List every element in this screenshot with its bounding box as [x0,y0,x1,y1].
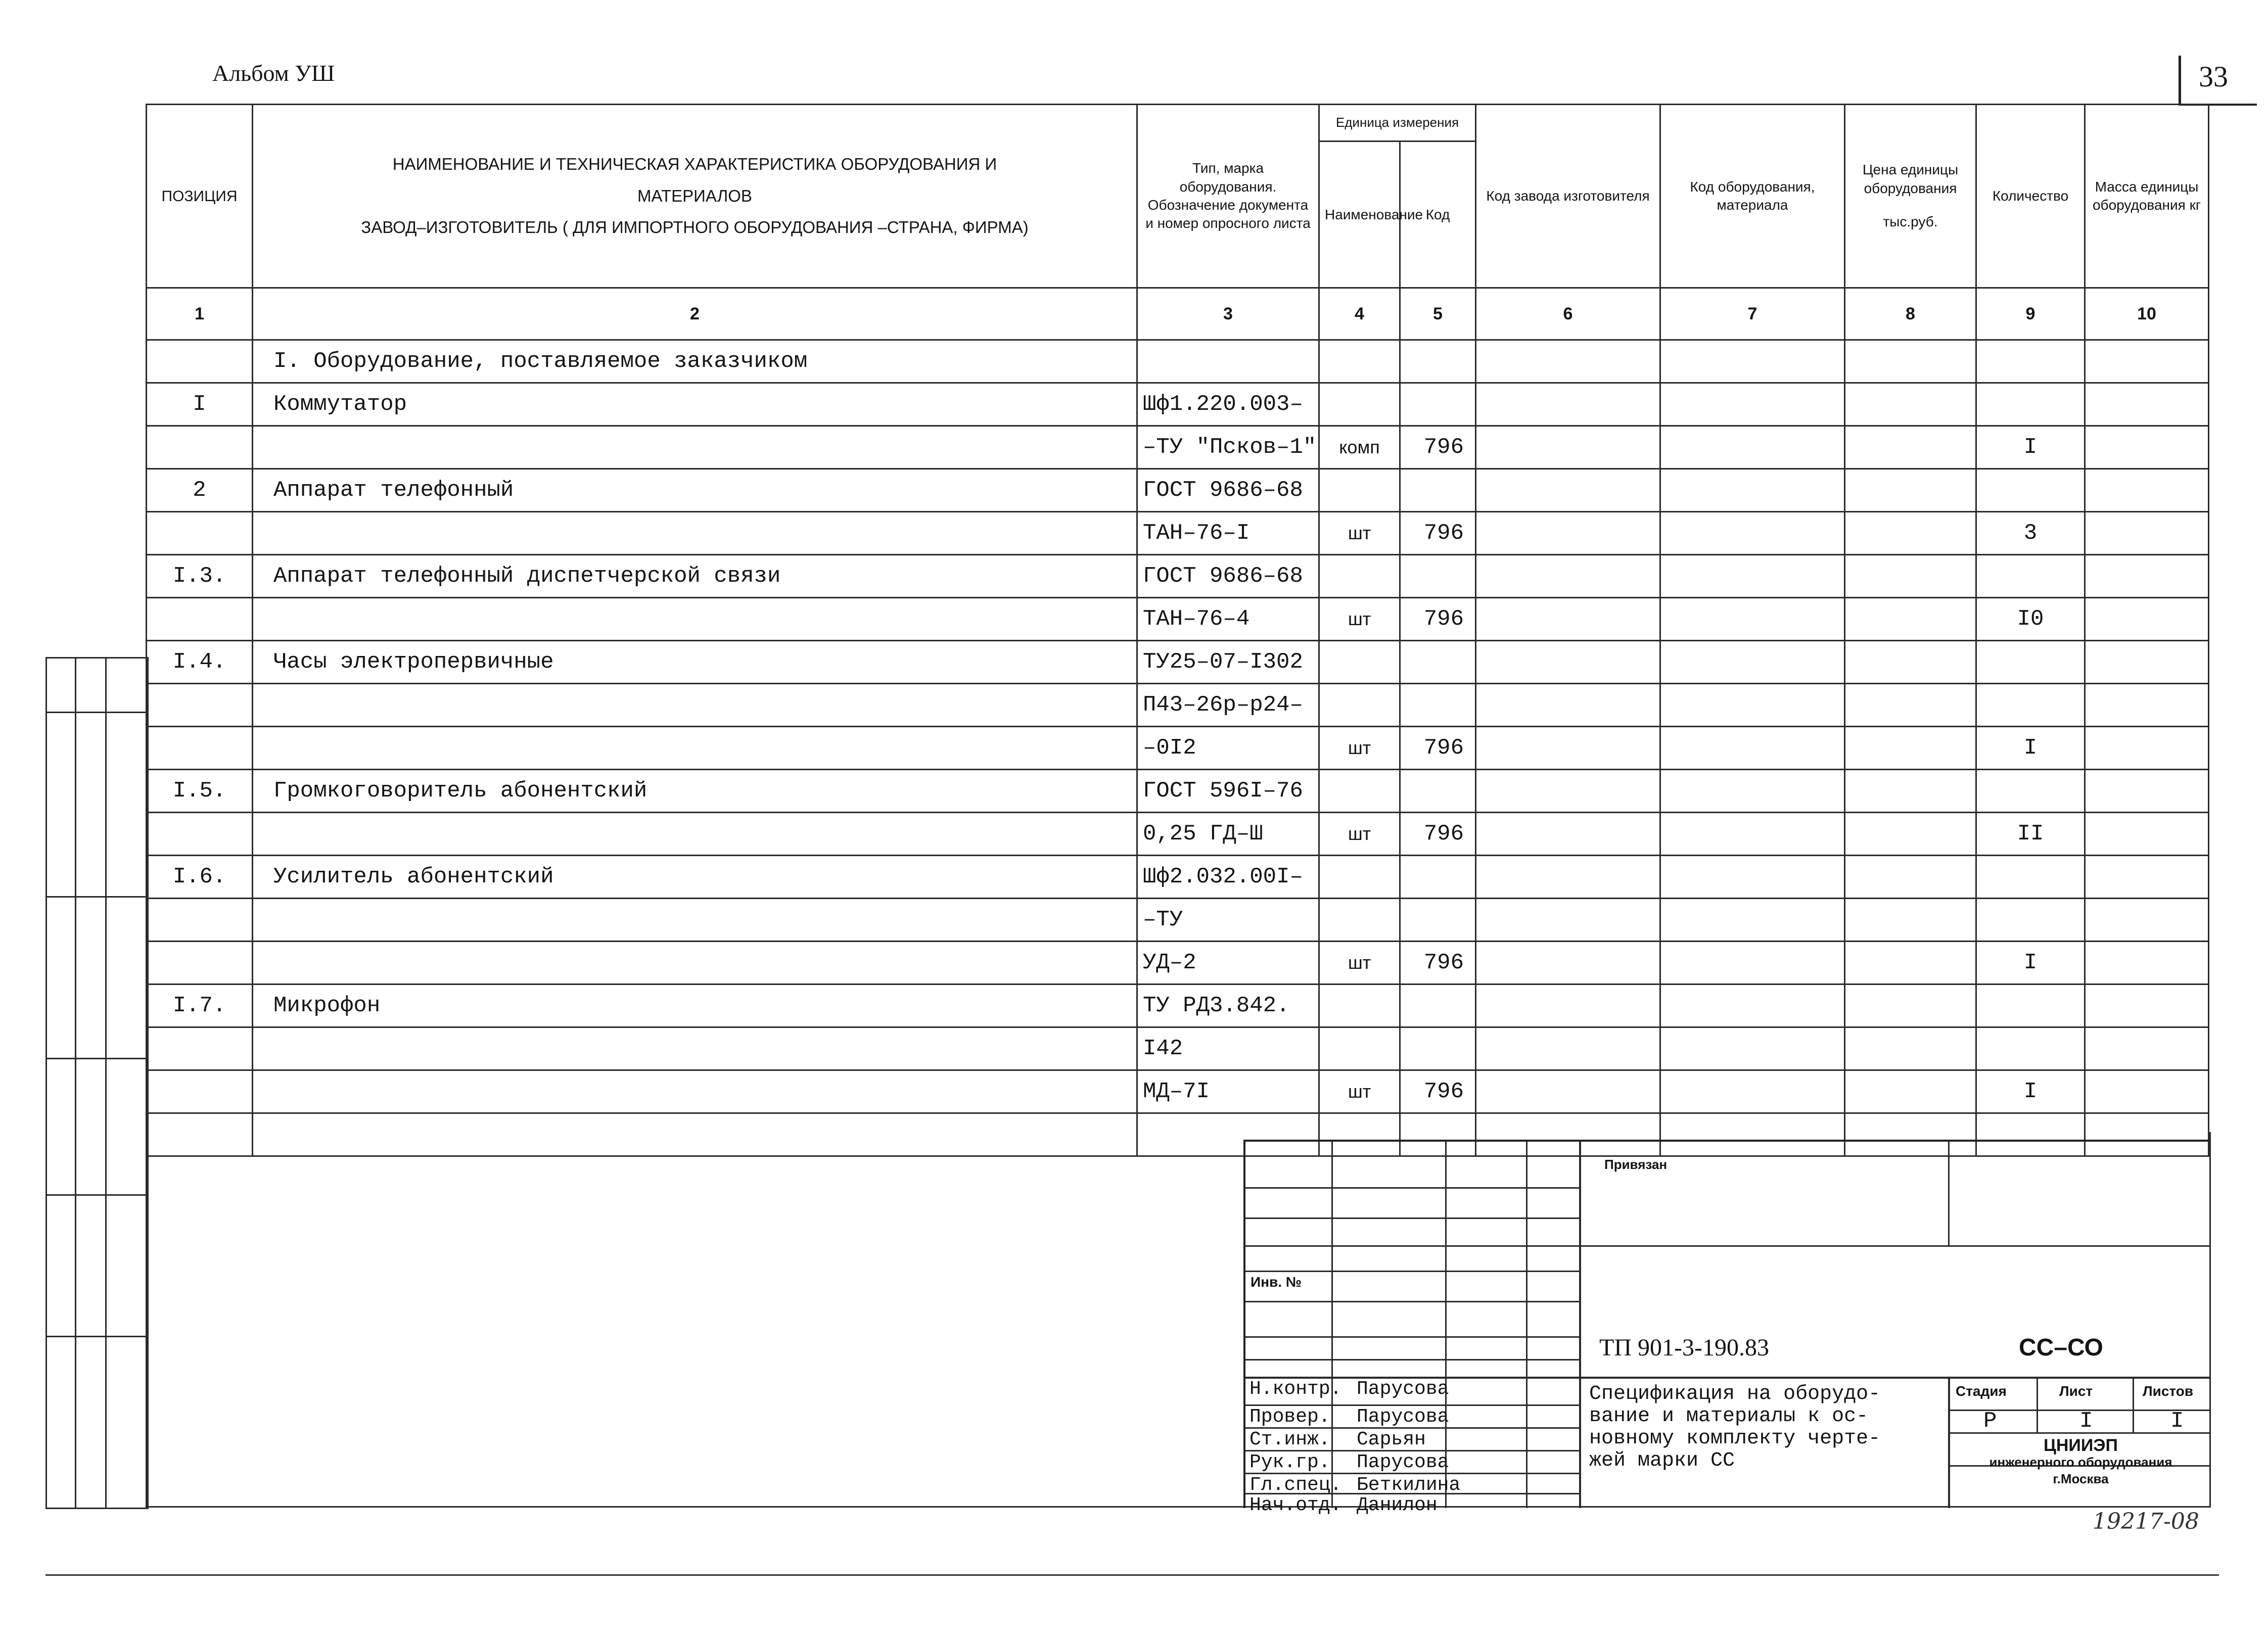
sheet-value: I [2079,1409,2093,1434]
col-number: 8 [1845,288,1976,340]
row-mass [2085,684,2209,727]
org-line: ЦНИИЭП [2044,1436,2118,1455]
left-margin-stamp [45,657,149,1509]
row-factory-code [1476,899,1660,942]
role-person: Парусова [1357,1451,1449,1473]
row-name [253,899,1137,942]
col-number: 7 [1660,288,1845,340]
row-unit-code: 796 [1400,512,1476,555]
row-unit: шт [1319,598,1400,641]
row-position: I.6. [147,856,253,899]
row-unit [1319,383,1400,426]
row-quantity [1976,856,2085,899]
row-factory-code [1476,984,1660,1027]
row-mass [2085,426,2209,469]
table-row [147,512,2209,555]
table-row [147,1070,2209,1113]
row-type: УД–2 [1137,942,1319,984]
row-position: I.3. [147,555,253,598]
row-price [1845,770,1976,813]
row-name: Аппарат телефонный диспетчерской связи [253,555,1137,598]
row-name: Коммутатор [253,383,1137,426]
row-price [1845,426,1976,469]
row-name [253,1070,1137,1113]
col-number: 2 [253,288,1137,340]
row-quantity [1976,899,2085,942]
col-unit-code-header: Код [1400,142,1476,288]
row-type: МД–7I [1137,1070,1319,1113]
row-type: ТУ25–07–I302 [1137,641,1319,684]
row-unit [1319,641,1400,684]
row-position [147,598,253,641]
col-factory-code-header: Код завода изготовителя [1476,105,1660,288]
row-quantity [1976,984,2085,1027]
row-price [1845,469,1976,512]
col-position-header: ПОЗИЦИЯ [147,105,253,288]
row-mass [2085,770,2209,813]
row-equipment-code [1660,727,1845,770]
table-row [147,942,2209,984]
row-unit-code: 796 [1400,727,1476,770]
row-factory-code [1476,1070,1660,1113]
col-number: 6 [1476,288,1660,340]
table-row [147,555,2209,598]
row-type: ТАН–76–4 [1137,598,1319,641]
col-number: 4 [1319,288,1400,340]
row-equipment-code [1660,770,1845,813]
row-name [253,426,1137,469]
row-name: Громкоговоритель абонентский [253,770,1137,813]
row-name [253,684,1137,727]
row-quantity: I0 [1976,598,2085,641]
row-price [1845,856,1976,899]
section-title: I. Оборудование, поставляемое заказчиком [253,340,1137,383]
row-factory-code [1476,512,1660,555]
row-type: 0,25 ГД–Ш [1137,813,1319,856]
description-line: Спецификация на оборудо- [1589,1383,1881,1405]
table-row [147,813,2209,856]
row-type: ГОСТ 9686–68 [1137,469,1319,512]
row-price [1845,984,1976,1027]
row-unit: шт [1319,942,1400,984]
role-label: Рук.гр. [1249,1451,1330,1473]
table-row [147,1027,2209,1070]
row-mass [2085,1027,2209,1070]
role-label: Нач.отд. [1249,1494,1342,1516]
sheets-label: Листов [2143,1383,2194,1399]
row-factory-code [1476,469,1660,512]
table-row [147,856,2209,899]
row-type: ТУ РД3.842. [1137,984,1319,1027]
column-numbers-row [147,288,2209,340]
row-quantity [1976,641,2085,684]
row-factory-code [1476,684,1660,727]
row-name: Микрофон [253,984,1137,1027]
col-equipment-code-header: Код оборудования, материала [1660,105,1845,288]
row-factory-code [1476,555,1660,598]
row-quantity [1976,555,2085,598]
archive-number: 19217-08 [2093,1509,2199,1534]
row-unit [1319,684,1400,727]
row-quantity: I [1976,426,2085,469]
row-equipment-code [1660,598,1845,641]
row-type: Шф2.032.00I– [1137,856,1319,899]
row-position [147,426,253,469]
row-name [253,598,1137,641]
row-unit: шт [1319,1070,1400,1113]
row-position: I.7. [147,984,253,1027]
row-equipment-code [1660,942,1845,984]
row-type: –0I2 [1137,727,1319,770]
row-unit: шт [1319,813,1400,856]
col-name-header [253,105,1137,288]
role-person: Сарьян [1357,1429,1426,1450]
role-label: Ст.инж. [1249,1429,1330,1450]
col-number: 1 [147,288,253,340]
row-equipment-code [1660,512,1845,555]
row-type: П43–26р–р24– [1137,684,1319,727]
row-factory-code [1476,727,1660,770]
row-unit-code: 796 [1400,813,1476,856]
role-person: Беткилина [1357,1474,1461,1496]
row-equipment-code [1660,813,1845,856]
drawing-mark: СС–СО [2019,1334,2103,1361]
privyazan-label: Привязан [1604,1157,1668,1172]
row-price [1845,942,1976,984]
row-name [253,727,1137,770]
row-unit-code [1400,469,1476,512]
table-row [147,984,2209,1027]
row-equipment-code [1660,641,1845,684]
row-price [1845,684,1976,727]
table-row [147,899,2209,942]
col-quantity-header: Количество [1976,105,2085,288]
row-factory-code [1476,942,1660,984]
row-type: I42 [1137,1027,1319,1070]
row-name [253,512,1137,555]
row-position [147,684,253,727]
row-unit-code: 796 [1400,942,1476,984]
row-name: Усилитель абонентский [253,856,1137,899]
row-unit-code [1400,1027,1476,1070]
row-name [253,1027,1137,1070]
col-price-header [1845,105,1976,288]
row-quantity [1976,383,2085,426]
row-mass [2085,813,2209,856]
row-unit [1319,555,1400,598]
col-name-header-line2: МАТЕРИАЛОВ [637,186,752,205]
organization [1953,1437,2208,1487]
row-price [1845,598,1976,641]
row-position [147,942,253,984]
col-type-header: Тип, марка оборудования. Обозначение документа и номер опросного листа [1137,105,1319,288]
row-name [253,942,1137,984]
row-unit-code: 796 [1400,426,1476,469]
row-equipment-code [1660,1070,1845,1113]
row-position: I.5. [147,770,253,813]
row-position [147,727,253,770]
document-description [1589,1383,1880,1472]
table-row [147,727,2209,770]
description-line: жей марки СС [1589,1449,1735,1472]
row-factory-code [1476,770,1660,813]
row-unit-code [1400,383,1476,426]
org-line: г.Москва [2053,1471,2109,1486]
row-factory-code [1476,383,1660,426]
row-quantity: 3 [1976,512,2085,555]
row-mass [2085,469,2209,512]
row-unit [1319,1027,1400,1070]
col-name-header-line3: ЗАВОД–ИЗГОТОВИТЕЛЬ ( ДЛЯ ИМПОРТНОГО ОБОРУДОВАНИЯ –СТРАНА, ФИРМА) [361,218,1029,237]
role-label: Гл.спец. [1249,1474,1342,1496]
row-equipment-code [1660,856,1845,899]
table-row [147,426,2209,469]
row-mass [2085,512,2209,555]
row-position [147,512,253,555]
section-row [147,340,2209,383]
row-position [147,813,253,856]
role-label: Провер. [1249,1406,1330,1428]
row-quantity: I [1976,1070,2085,1113]
row-unit: шт [1319,727,1400,770]
row-mass [2085,899,2209,942]
row-quantity: II [1976,813,2085,856]
row-price [1845,512,1976,555]
stage-label: Стадия [1956,1383,2007,1399]
header-row-1 [147,105,2209,142]
row-factory-code [1476,856,1660,899]
role-person: Парусова [1357,1406,1449,1428]
row-unit-code [1400,856,1476,899]
row-unit [1319,856,1400,899]
row-unit [1319,984,1400,1027]
row-unit-code [1400,641,1476,684]
document-code: ТП 901-3-190.83 [1599,1334,1769,1361]
row-unit-code [1400,684,1476,727]
row-mass [2085,727,2209,770]
description-line: новному комплекту черте- [1589,1427,1881,1450]
row-factory-code [1476,813,1660,856]
row-name: Часы электропервичные [253,641,1137,684]
row-position [147,1070,253,1113]
row-price [1845,813,1976,856]
table-row [147,598,2209,641]
row-type: –ТУ [1137,899,1319,942]
album-label: Альбом УШ [212,60,335,86]
row-type: ТАН–76–I [1137,512,1319,555]
col-mass-header: Масса единицы оборудования кг [2085,105,2209,288]
col-price-header-line2: тыс.руб. [1883,214,1938,230]
row-factory-code [1476,641,1660,684]
role-label: Н.контр. [1249,1378,1342,1400]
row-factory-code [1476,426,1660,469]
row-mass [2085,984,2209,1027]
row-name: Аппарат телефонный [253,469,1137,512]
row-type: ГОСТ 9686–68 [1137,555,1319,598]
row-equipment-code [1660,469,1845,512]
row-price [1845,1070,1976,1113]
row-mass [2085,856,2209,899]
row-equipment-code [1660,684,1845,727]
row-mass [2085,641,2209,684]
row-equipment-code [1660,984,1845,1027]
row-mass [2085,1070,2209,1113]
row-type: ГОСТ 596I–76 [1137,770,1319,813]
col-number: 9 [1976,288,2085,340]
row-quantity [1976,1027,2085,1070]
col-number: 5 [1400,288,1476,340]
row-price [1845,1027,1976,1070]
row-unit-code [1400,770,1476,813]
row-unit-code [1400,899,1476,942]
row-unit [1319,770,1400,813]
row-position [147,899,253,942]
row-equipment-code [1660,899,1845,942]
table-row [147,684,2209,727]
row-name [253,813,1137,856]
row-position: I [147,383,253,426]
row-quantity: I [1976,942,2085,984]
table-row [147,770,2209,813]
col-price-header-line1: Цена единицы оборудования [1862,162,1959,196]
row-unit-code [1400,984,1476,1027]
col-number: 10 [2085,288,2209,340]
row-mass [2085,555,2209,598]
sheet-label: Лист [2059,1383,2093,1399]
col-number: 3 [1137,288,1319,340]
col-unit-group-header: Единица измерения [1319,105,1476,142]
inv-number-label: Инв. № [1251,1274,1302,1290]
row-unit: шт [1319,512,1400,555]
table-row [147,641,2209,684]
row-quantity: I [1976,727,2085,770]
table-row [147,469,2209,512]
row-equipment-code [1660,383,1845,426]
row-mass [2085,942,2209,984]
sheet-number: 33 [2199,60,2228,93]
row-unit-code: 796 [1400,1070,1476,1113]
row-position: I.4. [147,641,253,684]
row-equipment-code [1660,426,1845,469]
row-position [147,1027,253,1070]
stage-value: Р [1983,1409,1997,1434]
row-equipment-code [1660,555,1845,598]
row-price [1845,727,1976,770]
org-line: инженерного оборудования [1989,1455,2172,1470]
row-mass [2085,383,2209,426]
row-factory-code [1476,598,1660,641]
sheets-value: I [2170,1409,2184,1434]
row-unit: комп [1319,426,1400,469]
row-unit-code [1400,555,1476,598]
row-price [1845,899,1976,942]
specification-table [146,104,2209,1157]
table-row [147,383,2209,426]
row-unit [1319,899,1400,942]
row-type: –ТУ "Псков–1" [1137,426,1319,469]
col-unit-name-header: Наименование [1319,142,1400,288]
row-type: Шф1.220.003– [1137,383,1319,426]
row-unit [1319,469,1400,512]
role-person: Парусова [1357,1378,1449,1400]
row-quantity [1976,684,2085,727]
row-price [1845,641,1976,684]
role-person: Данилон [1357,1494,1438,1516]
row-mass [2085,598,2209,641]
row-quantity [1976,469,2085,512]
row-price [1845,555,1976,598]
description-line: вание и материалы к ос- [1589,1405,1869,1428]
row-price [1845,383,1976,426]
col-name-header-line1: НАИМЕНОВАНИЕ И ТЕХНИЧЕСКАЯ ХАРАКТЕРИСТИКА ОБОРУДОВАНИЯ И [392,154,997,173]
title-block [1243,1140,2210,1516]
row-factory-code [1476,1027,1660,1070]
row-position: 2 [147,469,253,512]
page-bottom-line [45,1574,2219,1576]
row-quantity [1976,770,2085,813]
row-unit-code: 796 [1400,598,1476,641]
row-equipment-code [1660,1027,1845,1070]
